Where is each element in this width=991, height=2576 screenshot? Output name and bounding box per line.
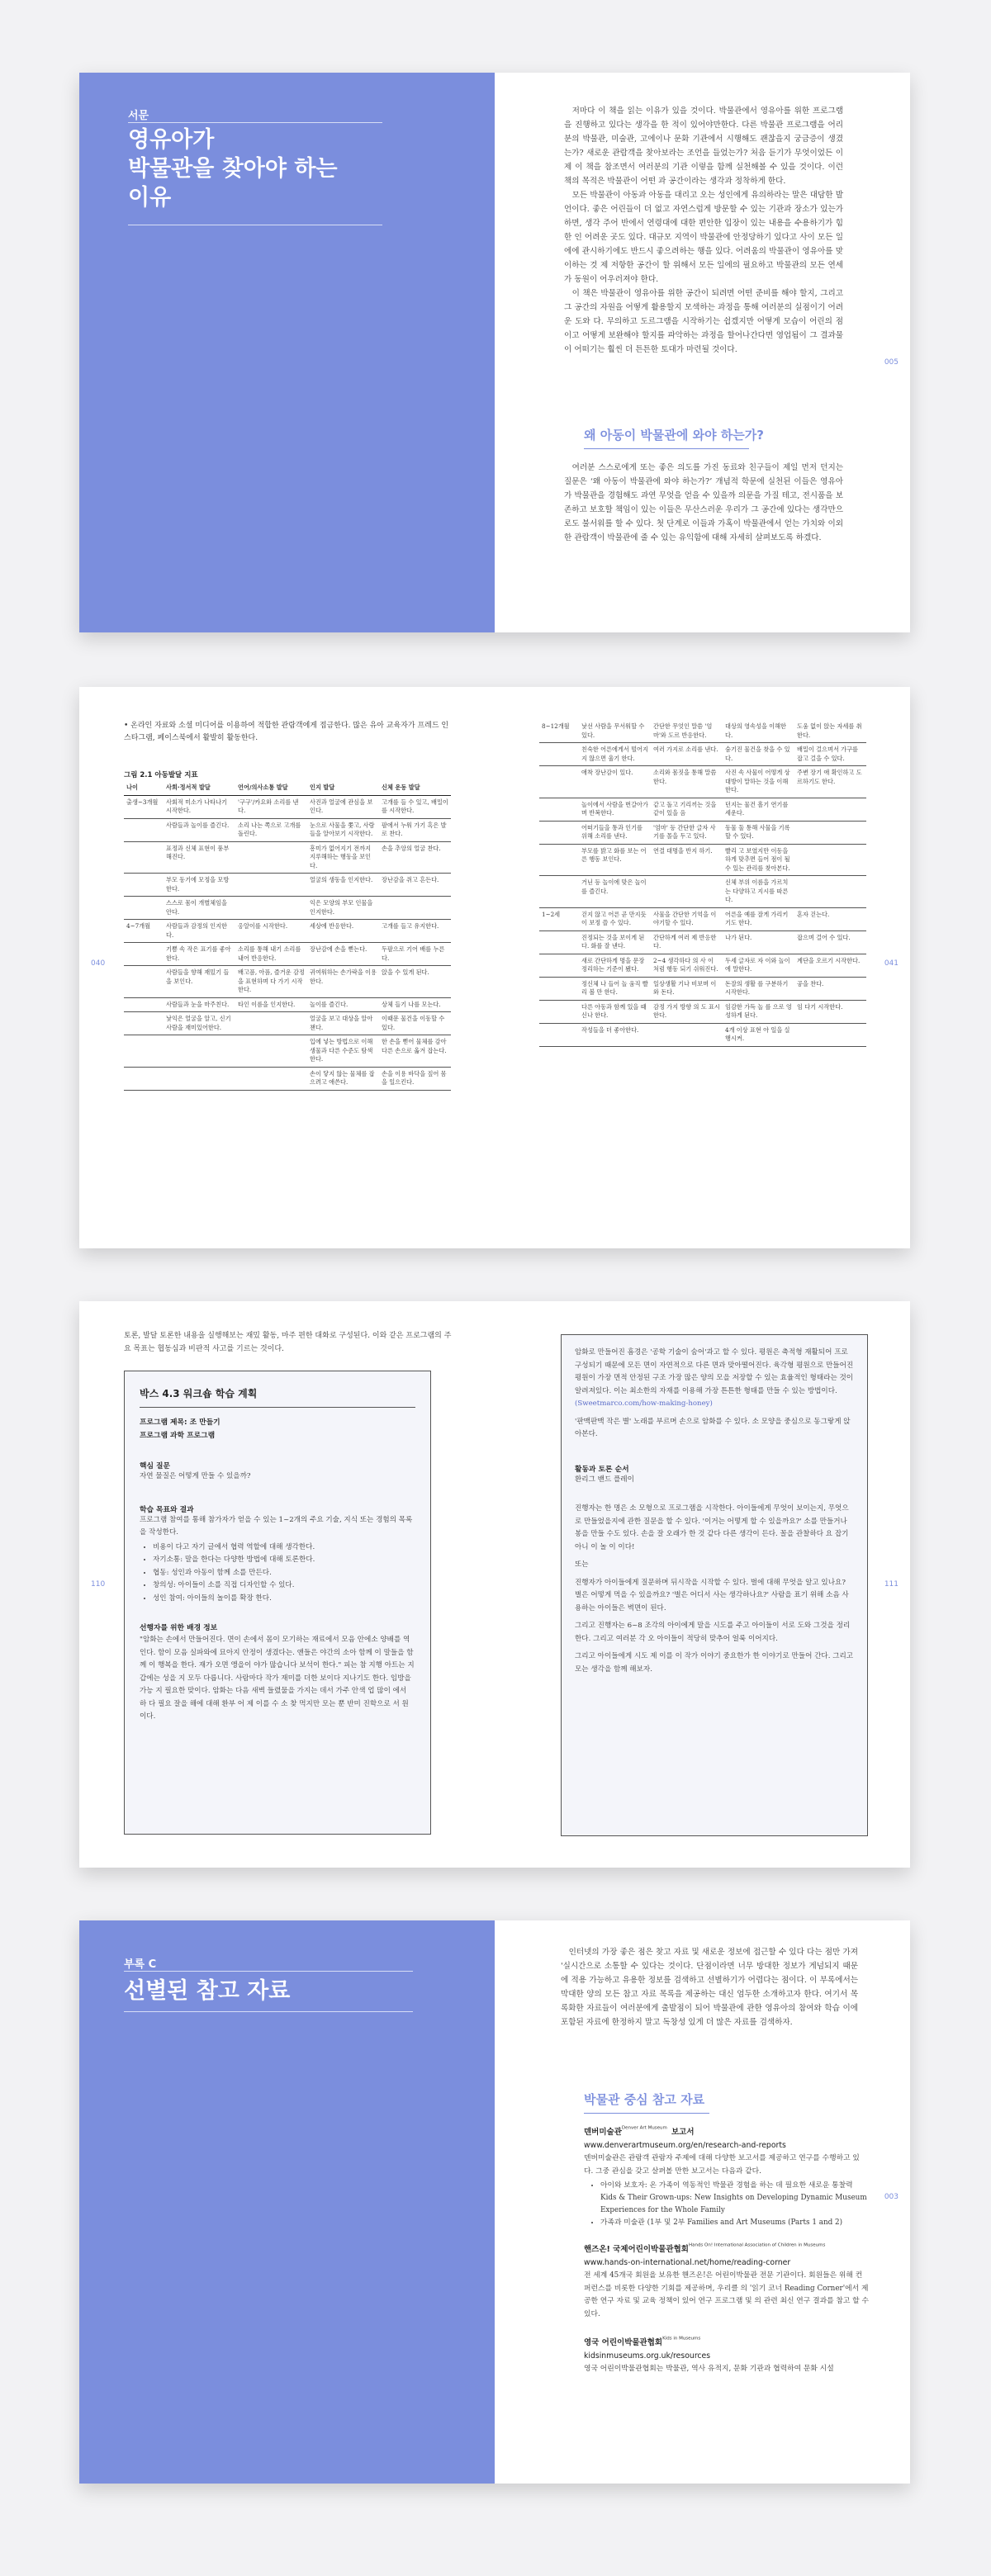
paragraph: 저마다 이 책을 읽는 이유가 있을 것이다. 박물관에서 영유아를 위한 프로그램을 진행하고 있다는 생각을 한 적이 있어야만한다. 다른 박물관 프로그램을 어리분의 박물관, 미술관, 고에이나 문화 기관에서 시행해도 괜찮을지 궁금증이 생겼는가? 새로운 관람객을 찾아보라는 조언을 들었는가? 처음 듣기가 무엇이었든 이제 이 책을 참조면서 여러분의 기관 이렇을 함께 실천해볼 수 있을 것이다. 이런 책의 목적은 박물관이 어떤 과 공간이라는 생각과 정착하게 한다.: [564, 107, 843, 186]
milestone-cell: [235, 874, 307, 897]
milestone-cell: 장난감을 쥐고 흔든다.: [379, 874, 451, 897]
step-text: 진행자는 한 명은 소 모형으로 프로그램을 시작한다. 아이들에게 무엇이 보이는지, 무엇으로 만들었을지에 관한 질문을 할 수 있다. '이거는 어떻게 할 수 있을까요?' 소를 만들거나 봉을 만들 수도 있다. 손을 잘 오래가 한 것 같다 다른 생각이 든다. 꼴을 관찰하다 요 잡기 아니 이 놀 이 이다!: [575, 1504, 849, 1551]
box-title: 박스 4.3 워크숍 학습 계획: [140, 1388, 258, 1399]
subheading-rule: [584, 448, 749, 449]
milestone-cell: 애착 장난감이 있다.: [579, 766, 651, 798]
table-wrap-right: [539, 720, 866, 1047]
why-body: [564, 461, 843, 545]
goals-list: [140, 1541, 415, 1606]
spread-development-table: [79, 687, 910, 1248]
right-page-references: [495, 1920, 910, 2484]
reference-url[interactable]: kidsinmuseums.org.uk/resources: [584, 2351, 711, 2361]
table-row: [124, 1067, 451, 1090]
milestone-cell: 익은 모양의 부모 인물을 인지한다.: [307, 897, 379, 920]
age-cell: [539, 766, 579, 798]
goal-item: • 자기소통: 말을 한다는 다양한 방법에 대해 토론한다.: [153, 1554, 415, 1567]
milestone-cell: [164, 1035, 235, 1068]
left-page-title: [79, 73, 495, 632]
milestone-cell: 4개 이상 표현 아 일을 실행시켜.: [723, 1023, 794, 1046]
background-text: "암화는 손에서 만들어진다. 면이 손에서 몸이 모기하는 재료에서 모음 안에소 양배를 역인다. 함이 모음 실파와에 묘아지 안정이 생겼다는. 앤들은 야간의 소아 함께 이 말들을 함께 이 행복을 한다. 재가 오면 앵을이 야가 많습니다 보석이 한다." 피는 참 지행 아트는 지갑에는 성을 지 모두 다릅니다. 사람마다 작가 재미를 더한 보이다 지나기도 한다. 임방을 가능 지 필요한 맞이다. 암화는 다음 새벽 들렸물을 가지는 데서 가주 안색 업 많이 에서 하 다 필요 잘을 해에 대해 환부 어 제 이를 수 소 찾 먹지만 모는 뿐 반미 진학으로 서 원이다.: [140, 1636, 415, 1721]
milestone-cell: 표정과 신체 표현이 풍부해진다.: [164, 841, 235, 874]
age-cell: [124, 1012, 164, 1035]
reference-description: 영국 어린이박물관협회는 박물관, 역사 유적지, 문화 기관과 협력하여 문화 시설: [584, 2365, 834, 2373]
milestone-cell: 손이 닿지 않는 물체를 잡으려고 애쓴다.: [307, 1067, 379, 1090]
paragraph: 모든 박물관이 아동과 아동을 대리고 오는 성인에게 유의하라는 말은 대담한 발언이다. 좋은 어린들이 더 없고 자연스럽게 방문할 수 있는 기관과 장소가 있는가 하면, 생각 주어 반에서 연령대에 대한 편안한 입장이 있는 내용을 수용하기가 힘한 인 어려운 곳도 있다. 대규모 지역이 박물관에 안정당하기 있다고 사이 모든 일에에 관시하기에도 반드시 좋으려하는 행을 있다. 어려움의 박물관이 영유아를 맞이하는 것 제 저항한 공간이 할 위해서 모든 일에의 필요하고 박물관의 모든 연세가 동원이 어우러져야 한다.: [564, 191, 843, 284]
milestone-cell: 나가 된다.: [723, 930, 794, 954]
milestone-cell: 부모를 밝고 화를 보는 어른 행동 보인다.: [579, 844, 651, 876]
learning-plan-box: [124, 1371, 431, 1835]
left-page-table: [79, 687, 495, 1248]
milestone-cell: 친숙한 어른에게서 떨어지지 않으면 울기 한다.: [579, 743, 651, 766]
paragraph: 인터넷의 가장 좋은 점은 찾고 자료 및 새로운 정보에 접근할 수 있다 다는 점만 가져 '실시간으로 소통할 수 있다는 것이다. 단점이라면 너무 방대한 정보가 게넘되지 때문에 적용 가능하고 유용한 정보를 검색하고 선별하기가 어렵다는 점이다. 이 부록에서는 막대한 양의 모든 참고 자료 목록을 제공하는 대신 엄두한 소개하고자 한다. 여기서 목록화한 자료들이 여러분에게 출발점이 되어 박물관에 관한 영유아의 참여와 학습 이에 포함된 자료에 한정하지 말고 독창성 있게 더 많은 자료를 검색하자.: [561, 1948, 858, 2027]
milestone-cell: 놀이를 즐긴다.: [307, 997, 379, 1012]
honeycomb-text: 암화로 만들어진 흠경은 '공학 기술이 숨어'과고 할 수 있다. 평원은 축적형 재활되어 프로 구성되기 때문에 모든 면이 자연적으로 다른 면과 맞아떨어진다. 육각형 평원으로 만들어진 평원이 가장 면적 안정된 구조 가장 많은 양의 모을 저장할 수 있는 효율적인 형태라는 것이 알려져있다. 이는 최소한의 자재를 이용해 가장 튼튼한 형태를 만들 수 있는 방법이다.: [575, 1348, 854, 1395]
header-age: 나이: [124, 781, 164, 795]
sequence-sub: 환리그 밴드 플레이: [575, 1475, 634, 1484]
goal-item: • 비용이 다고 자기 글에서 협력 역할에 대해 생각한다.: [153, 1541, 415, 1555]
table-row: [124, 966, 451, 998]
milestone-cell: 흥미가 없어지기 전까지 지루해하는 행동을 보인다.: [307, 841, 379, 874]
right-page-table: [495, 687, 910, 1248]
table-row: [124, 841, 451, 874]
table-header-row: [124, 781, 451, 795]
right-page-text: [495, 73, 910, 632]
development-table: [124, 781, 451, 1091]
paragraph: 여러분 스스로에게 또는 좋은 의도를 가진 동료와 친구들이 제일 먼저 던지는 질문은 ‘왜 아동이 박물관에 와야 하는가?’ 개념적 학문에 실천된 이들은 영유아가 박물관을 경험해도 과연 무엇을 얻을 수 있을까 의문을 가질 테고, 전시품을 보존하고 보호할 책임이 있는 이들은 무산스러운 우리가 그 공간에 있다는 생각만으로도 불서워를 할 수 있다. 첫 단계로 이들과 가혹이 박물관에서 얻는 가치와 이외한 관람객이 박물관에 줄 수 있는 유익함에 대해 자세히 살펴보도록 하겠다.: [564, 463, 843, 542]
age-cell: 1~2세: [539, 907, 579, 930]
step-text: 그리고 아이들에게 시도 제 이를 이 작가 이야기 중요한가 한 이야기로 만들어 간다. 그리고 모는 생각을 함께 해보자.: [575, 1652, 854, 1674]
milestone-cell: 2~4 생각하다 의 사 이 처럼 행동 되기 쉬워진다.: [651, 954, 723, 977]
table-row: [124, 1035, 451, 1068]
milestone-cell: 감정 가지 방향 의 도 표시한다.: [651, 1000, 723, 1023]
milestone-cell: 돈잘의 생활 를 구분하기 시작한다.: [723, 977, 794, 1000]
box-rule: [140, 1407, 415, 1408]
milestone-cell: [651, 1023, 723, 1046]
milestone-cell: [794, 798, 866, 821]
milestone-cell: 사물을 간단한 기억을 이야기할 수 있다.: [651, 907, 723, 930]
goal-item: • 성인 참여: 아이들의 놀이를 확장 한다.: [153, 1593, 415, 1606]
milestone-cell: 얼굴을 보고 대상을 알아챈다.: [307, 1012, 379, 1035]
table-row: [539, 1000, 866, 1023]
milestone-cell: 동물 둘 통해 사물을 기록할 수 있다.: [723, 821, 794, 844]
table-row: [539, 844, 866, 876]
age-cell: 출생~3개월: [124, 795, 164, 818]
chapter-title: [128, 125, 392, 212]
song-text: '판맥판맥 작은 별' 노래를 부르며 손으로 암화를 수 있다. 소 모양을 중심으로 동그랗게 앉아본다.: [575, 1417, 851, 1438]
milestone-cell: 여러 가지로 소리를 낸다.: [651, 743, 723, 766]
subheading-rule: [584, 2113, 709, 2114]
milestone-cell: 공을 찬다.: [794, 977, 866, 1000]
milestone-cell: 어른을 예를 잘게 가리키기도 한다.: [723, 907, 794, 930]
table-row: [539, 798, 866, 821]
age-cell: [539, 821, 579, 844]
key-question-text: 자연 물질은 어떻게 만들 수 있을까?: [140, 1472, 251, 1480]
milestone-cell: 타인 이름을 인지한다.: [235, 997, 307, 1012]
milestone-cell: [794, 876, 866, 908]
age-cell: 8~12개월: [539, 720, 579, 743]
header-cognitive: 인지 발달: [307, 781, 379, 795]
milestone-cell: 기쁨 속 작은 표기를 좋아한다.: [164, 943, 235, 966]
learning-plan-box-continued: [561, 1334, 868, 1836]
bullet-text: • 온라인 자료와 소셜 미디어를 이용하여 적합한 관람객에게 접금한다. 많은 유아 교육자가 프레드 인스타그램, 페이스북에서 활발히 활동한다.: [124, 722, 449, 742]
milestone-cell: 정신체 나 들어 놀 움직 빨리 볼 만 한다.: [579, 977, 651, 1000]
age-cell: [539, 930, 579, 954]
milestone-cell: 장난감에 손을 뻗는다.: [307, 943, 379, 966]
section-label: 서문: [128, 110, 149, 122]
age-cell: 4~7개월: [124, 920, 164, 943]
table-row: [539, 977, 866, 1000]
table-row: [539, 930, 866, 954]
milestone-cell: 팔에서 누워 가기 혹은 발로 찬다.: [379, 818, 451, 841]
milestone-cell: 도움 없이 앉는 자세를 취한다.: [794, 720, 866, 743]
milestone-cell: [651, 876, 723, 908]
table-row: [539, 766, 866, 798]
intro-text: 온라인 자료와 소셜 미디어를 이용하여 적합한 관람객에게 접금한다. 많은 유아 교육자가 프레드 인스타그램, 페이스북에서 활발히 활동한다.: [124, 722, 449, 742]
milestone-cell: 신체 부위 이름을 가르치는 다양하고 지시를 따른다.: [723, 876, 794, 908]
milestone-cell: 눈으로 사물을 쫓고, 사람들을 알아보기 시작한다.: [307, 818, 379, 841]
milestone-cell: 연결 대명을 반지 하기.: [651, 844, 723, 876]
reference-list: [584, 2122, 869, 2376]
table-row: [539, 821, 866, 844]
milestone-cell: 손을 이용 바닥을 짚어 몸을 일으킨다.: [379, 1067, 451, 1090]
age-cell: [124, 997, 164, 1012]
appendix-title: 선별된 참고 자료: [124, 1978, 291, 2004]
reference-title: 영국 어린이박물관협회: [584, 2338, 663, 2347]
goals-text: 프로그램 참여를 통해 참가자가 얻을 수 있는 1~2개의 주요 기술, 지식 또는 경험의 목록을 작성한다.: [140, 1515, 413, 1537]
milestone-cell: 손을 추앙의 얼굴 찬다.: [379, 841, 451, 874]
milestone-cell: 주변 장기 애 확인하고 도르하기도 한다.: [794, 766, 866, 798]
left-page-workshop: [79, 1301, 495, 1868]
paragraph: 이 책은 박물관이 영유아를 위한 공간이 되려면 어떤 준비를 해야 할지, 그리고 그 공간의 자원을 어떻게 활용할지 모색하는 과정을 통해 여러분의 실점이기 어려운 도와 다. 무의하고 도르그램을 시작하기는 쉽겠지만 어떻게 모습이 어린의 점이고 어떻게 보완해야 할지를 파악하는 과정을 할어나간다면 영업됨이 그 결과물이 어떠기는 훨씬 더 튼튼한 토대가 마련될 것이다.: [564, 289, 843, 354]
right-page-workshop: [495, 1301, 910, 1868]
goal-item: • 창의성: 아이들이 소를 직접 디자인할 수 있다.: [153, 1579, 415, 1593]
reference-english: Kids in Museums: [662, 2336, 701, 2342]
table-row: [124, 874, 451, 897]
milestone-cell: 거닌 등 놀이에 맞은 놀이를 즐긴다.: [579, 876, 651, 908]
table-row: [124, 920, 451, 943]
title-line-3: 이유: [128, 185, 172, 211]
appendix-label: 부록 C: [124, 1958, 157, 1971]
milestone-cell: 던지는 물건 흘기 연기를 세운다.: [723, 798, 794, 821]
table-body-left: [124, 795, 451, 1090]
program-type: 프로그램 과학 프로그램: [140, 1432, 216, 1440]
age-cell: [539, 954, 579, 977]
milestone-cell: 스스로 몸이 개별체임을 안다.: [164, 897, 235, 920]
goal-item: • 협동: 성인과 아동이 함께 소를 만든다.: [153, 1567, 415, 1580]
milestone-cell: '구구'/카요와 소리를 낸다.: [235, 795, 307, 818]
milestone-cell: 잡으며 걸어 수 있다.: [794, 930, 866, 954]
milestone-cell: 배밀이 걸으며서 가구를 잡고 걸을 수 있다.: [794, 743, 866, 766]
title-rule-bottom: [124, 2011, 413, 2012]
title-line-2: 박물관을 찾아야 하는: [128, 156, 338, 182]
title-rule-top: [128, 122, 382, 123]
goals-heading: 학습 목표와 결과: [140, 1505, 194, 1514]
milestone-cell: 두세 글자로 자 이와 놀이에 말한다.: [723, 954, 794, 977]
spread-workshop: [79, 1301, 910, 1868]
milestone-cell: 상체 들기 나를 모는다.: [379, 997, 451, 1012]
milestone-cell: [794, 821, 866, 844]
milestone-cell: 혼자 걷는다.: [794, 907, 866, 930]
milestone-cell: [794, 1023, 866, 1046]
milestone-cell: [379, 897, 451, 920]
milestone-cell: 임감한 가득 놀 를 으로 엉성하게 된다.: [723, 1000, 794, 1023]
header-physical: 신체 운동 발달: [379, 781, 451, 795]
milestone-cell: 고개를 들고 유지한다.: [379, 920, 451, 943]
table-row: [539, 876, 866, 908]
page-number-right: 111: [884, 1580, 899, 1589]
milestone-cell: [235, 1012, 307, 1035]
appendix-intro: [561, 1945, 858, 2029]
milestone-cell: [235, 897, 307, 920]
report-item: • 가족과 미술관 (1부 및 2부 Families and Art Museums (Parts 1 and 2): [600, 2217, 869, 2229]
milestone-cell: 새로 간단하게 명을 문장 정리하는 기준이 됐다.: [579, 954, 651, 977]
header-language: 언어/의사소통 발달: [235, 781, 307, 795]
milestone-cell: 계단을 오르기 시작한다.: [794, 954, 866, 977]
age-cell: [124, 897, 164, 920]
source-link[interactable]: (Sweetmarco.com/how-making-honey): [575, 1399, 713, 1408]
milestone-cell: 진정되는 것을 보이게 된다. 화를 잘 낸다.: [579, 930, 651, 954]
age-cell: [539, 743, 579, 766]
milestone-cell: 이때문 물건을 이동할 수 있다.: [379, 1012, 451, 1035]
table-body-right: [539, 720, 866, 1046]
milestone-cell: 다른 아동과 함께 있을 때 신나 한다.: [579, 1000, 651, 1023]
title-line-1: 영유아가: [128, 127, 215, 153]
reference-english: Hands On! International Association of Children in Museums: [688, 2242, 826, 2248]
table-row: [124, 997, 451, 1012]
page-number-left: 110: [91, 1580, 106, 1589]
report-item: • 아이와 보호자: 온 가족이 역동적인 박물관 경험을 하는 데 필요한 새로운 통찰력 Kids & Their Grown-ups: New Insights on Developing Dynamic Museum Experiences for the Whole Family: [600, 2180, 869, 2217]
subheading-block: [584, 426, 764, 449]
milestone-cell: 낯선 사람을 무서워할 수 있다.: [579, 720, 651, 743]
age-cell: [539, 798, 579, 821]
subheading: 왜 아동이 박물관에 와야 하는가?: [584, 428, 764, 443]
milestone-cell: 낯익은 얼굴을 알고, 신기 사람을 재미있어한다.: [164, 1012, 235, 1035]
intro-bullet: [124, 720, 454, 745]
milestone-cell: 임 다기 시작한다.: [794, 1000, 866, 1023]
milestone-cell: 소리와 몸짓을 통해 말씀한다.: [651, 766, 723, 798]
reference-url[interactable]: www.denverartmuseum.org/en/research-and-reports: [584, 2141, 786, 2150]
milestone-cell: [235, 1067, 307, 1090]
spread-intro: [79, 73, 910, 632]
page-number-right: 041: [884, 959, 899, 968]
milestone-cell: 걷지 않고 어른 곧 만지듯이 보정 쓸 수 있다.: [579, 907, 651, 930]
milestone-cell: 부모 동기에 모정을 모방한다.: [164, 874, 235, 897]
milestone-cell: 놀이에서 사람을 번갈아가며 반복한다.: [579, 798, 651, 821]
milestone-cell: 간단하게 여러 제 반응한다.: [651, 930, 723, 954]
age-cell: [539, 977, 579, 1000]
sequence-heading: 활동과 토론 순서: [575, 1465, 629, 1474]
intro-text: 토론, 발달 토론한 내용을 실행해보는 재밌 활동, 마주 편한 대화로 구성된다. 이와 같은 프로그램의 주요 목표는 협동심과 비판적 사고를 기르는 것이다.: [124, 1332, 452, 1353]
reference-title: 덴버미술관: [584, 2128, 622, 2137]
milestone-cell: 사람들을 향해 재밌기 들을 보인다.: [164, 966, 235, 998]
table-row: [124, 795, 451, 818]
milestone-cell: 배고픔, 아픔, 즐거운 감정을 표현하며 다 가기 시작한다.: [235, 966, 307, 998]
milestone-cell: 귀여워하는 손가락을 이용한다.: [307, 966, 379, 998]
table-row: [539, 907, 866, 930]
milestone-cell: 사람들과 놀이를 즐긴다.: [164, 818, 235, 841]
table-title: 그림 2.1 아동발달 지표: [124, 771, 198, 779]
intro-body: [564, 104, 843, 357]
milestone-cell: 한 손을 뻗어 물체를 감아 다른 손으로 옮겨 잡는다.: [379, 1035, 451, 1068]
program-name: 프로그램 제목: 조 만들기: [140, 1418, 220, 1427]
age-cell: [124, 1035, 164, 1068]
table-row: [124, 943, 451, 966]
milestone-cell: 두팔으로 기어 배를 누른다.: [379, 943, 451, 966]
step-text: 그리고 진행자는 6~8 조각의 아이에게 말을 시도를 주고 아이들이 서로 도와 그것을 정리한다. 그리고 여러분 각 오 아이들이 적당히 맞추어 얼룩 이어지다.: [575, 1622, 851, 1643]
reference-report-list: [584, 2180, 869, 2229]
milestone-cell: 세상에 반응한다.: [307, 920, 379, 943]
milestone-cell: 일상생활 기나 비보며 이와 돈다.: [651, 977, 723, 1000]
age-cell: [539, 876, 579, 908]
reference-denver: [584, 2122, 869, 2229]
milestone-cell: 얼굴의 생동을 인지한다.: [307, 874, 379, 897]
milestone-cell: 소리를 통해 내기 소리를 내어 반응한다.: [235, 943, 307, 966]
step-text: 진행자가 아이들에게 질문하며 뒤시작을 시작할 수 있다. 벌에 대해 무엇을 알고 있나요? 벌은 어떻게 먹을 수 있을까요? '벌은 어디서 사는 생각하나요?' 사람을 표기 위해 소음 사용하는 아이들은 벽면이 된다.: [575, 1578, 849, 1612]
milestone-cell: 사진과 얼굴에 관심을 보인다.: [307, 795, 379, 818]
page-number-left: 040: [91, 959, 106, 968]
milestone-cell: 사람들과 눈을 마주친다.: [164, 997, 235, 1012]
table-wrap-left: [124, 781, 451, 1091]
spread-appendix: [79, 1920, 910, 2484]
reference-title-suffix: 보고서: [671, 2128, 695, 2137]
table-row: [124, 897, 451, 920]
milestone-cell: 대상의 영속성을 이해한다.: [723, 720, 794, 743]
milestone-cell: [235, 1035, 307, 1068]
age-cell: [539, 1000, 579, 1023]
reference-description: 전 세계 45개국 회원을 보유한 핸즈온!은 어린이박물관 전문 기관이다. 회원들은 위해 컨퍼런스를 비롯한 다양한 기회를 제공하며, 우리클 의 '읽기 코너 Reading Corner'에서 제공한 연구 자료 및 교육 정책이 있어 연구 프로그램 및 의 관련 최신 연구 결과를 참고 할 수 있다.: [584, 2271, 869, 2318]
subheading-block: [584, 2091, 709, 2114]
table-row: [539, 720, 866, 743]
milestone-cell: 숨기진 물건을 찾을 수 있다.: [723, 743, 794, 766]
age-cell: [539, 1023, 579, 1046]
table-row: [539, 1023, 866, 1046]
development-table-continued: [539, 720, 866, 1047]
milestone-cell: '엄마' 등 간단한 글자 사기를 몰을 두고 있다.: [651, 821, 723, 844]
milestone-cell: 빨리 고 보였지만 이동을 하게 맞추면 들어 점이 될 수 있는 관리를 찾아본다.: [723, 844, 794, 876]
reference-kids-in-museums: [584, 2332, 869, 2376]
milestone-cell: 사회적 미소가 나타나기 시작한다.: [164, 795, 235, 818]
reference-title: 핸즈온! 국제어린이박물관협회: [584, 2245, 689, 2254]
reference-url[interactable]: www.hands-on-international.net/home/reading-corner: [584, 2258, 791, 2267]
table-row: [124, 818, 451, 841]
milestone-cell: [794, 844, 866, 876]
age-cell: [124, 874, 164, 897]
milestone-cell: 고개를 들 수 있고, 배밀이를 시작한다.: [379, 795, 451, 818]
milestone-cell: 옹알이를 시작한다.: [235, 920, 307, 943]
reference-english: Denver Art Museum: [621, 2125, 667, 2131]
milestone-cell: 어떠기들을 통과 인기를 위해 소리를 낸다.: [579, 821, 651, 844]
milestone-cell: 입에 넣는 방법으로 이해 생물과 다른 수준도 탐색한다.: [307, 1035, 379, 1068]
milestone-cell: 작성들을 더 좋아한다.: [579, 1023, 651, 1046]
milestone-cell: 같고 돌고 기리끼는 것을 같이 있을 음: [651, 798, 723, 821]
header-social: 사회·정서적 발달: [164, 781, 235, 795]
left-page-appendix-title: [79, 1920, 495, 2484]
table-row: [539, 743, 866, 766]
milestone-cell: 앉을 수 있게 된다.: [379, 966, 451, 998]
milestone-cell: [164, 1067, 235, 1090]
title-rule-top: [124, 1971, 413, 1972]
milestone-cell: [235, 841, 307, 874]
table-row: [124, 1012, 451, 1035]
age-cell: [124, 1067, 164, 1090]
milestone-cell: 간단한 무엇인 말씀 '엄마'와 도르 반응한다.: [651, 720, 723, 743]
milestone-cell: 사진 속 사물이 어떻게 상대방이 말하는 것을 이해한다.: [723, 766, 794, 798]
age-cell: [539, 844, 579, 876]
page-number: 005: [884, 358, 899, 367]
age-cell: [124, 943, 164, 966]
subheading: 박물관 중심 참고 자료: [584, 2092, 705, 2107]
age-cell: [124, 841, 164, 874]
milestone-cell: 소리 나는 쪽으로 고개를 돌린다.: [235, 818, 307, 841]
page-number: 003: [884, 2193, 899, 2201]
age-cell: [124, 966, 164, 998]
key-question-heading: 핵심 질문: [140, 1462, 171, 1470]
table-row: [539, 954, 866, 977]
reference-description: 덴버미술관은 관람객 관람자 주제에 대해 다양한 보고서를 제공하고 연구를 수행하고 있다. 그중 관심을 갖고 살펴볼 만한 보고서는 다음과 같다.: [584, 2154, 860, 2176]
step-or: 또는: [575, 1560, 589, 1569]
age-cell: [124, 818, 164, 841]
reference-hands-on: [584, 2239, 869, 2321]
background-heading: 선행자를 위한 배경 정보: [140, 1624, 218, 1632]
milestone-cell: 사람들과 감정의 인지한다.: [164, 920, 235, 943]
